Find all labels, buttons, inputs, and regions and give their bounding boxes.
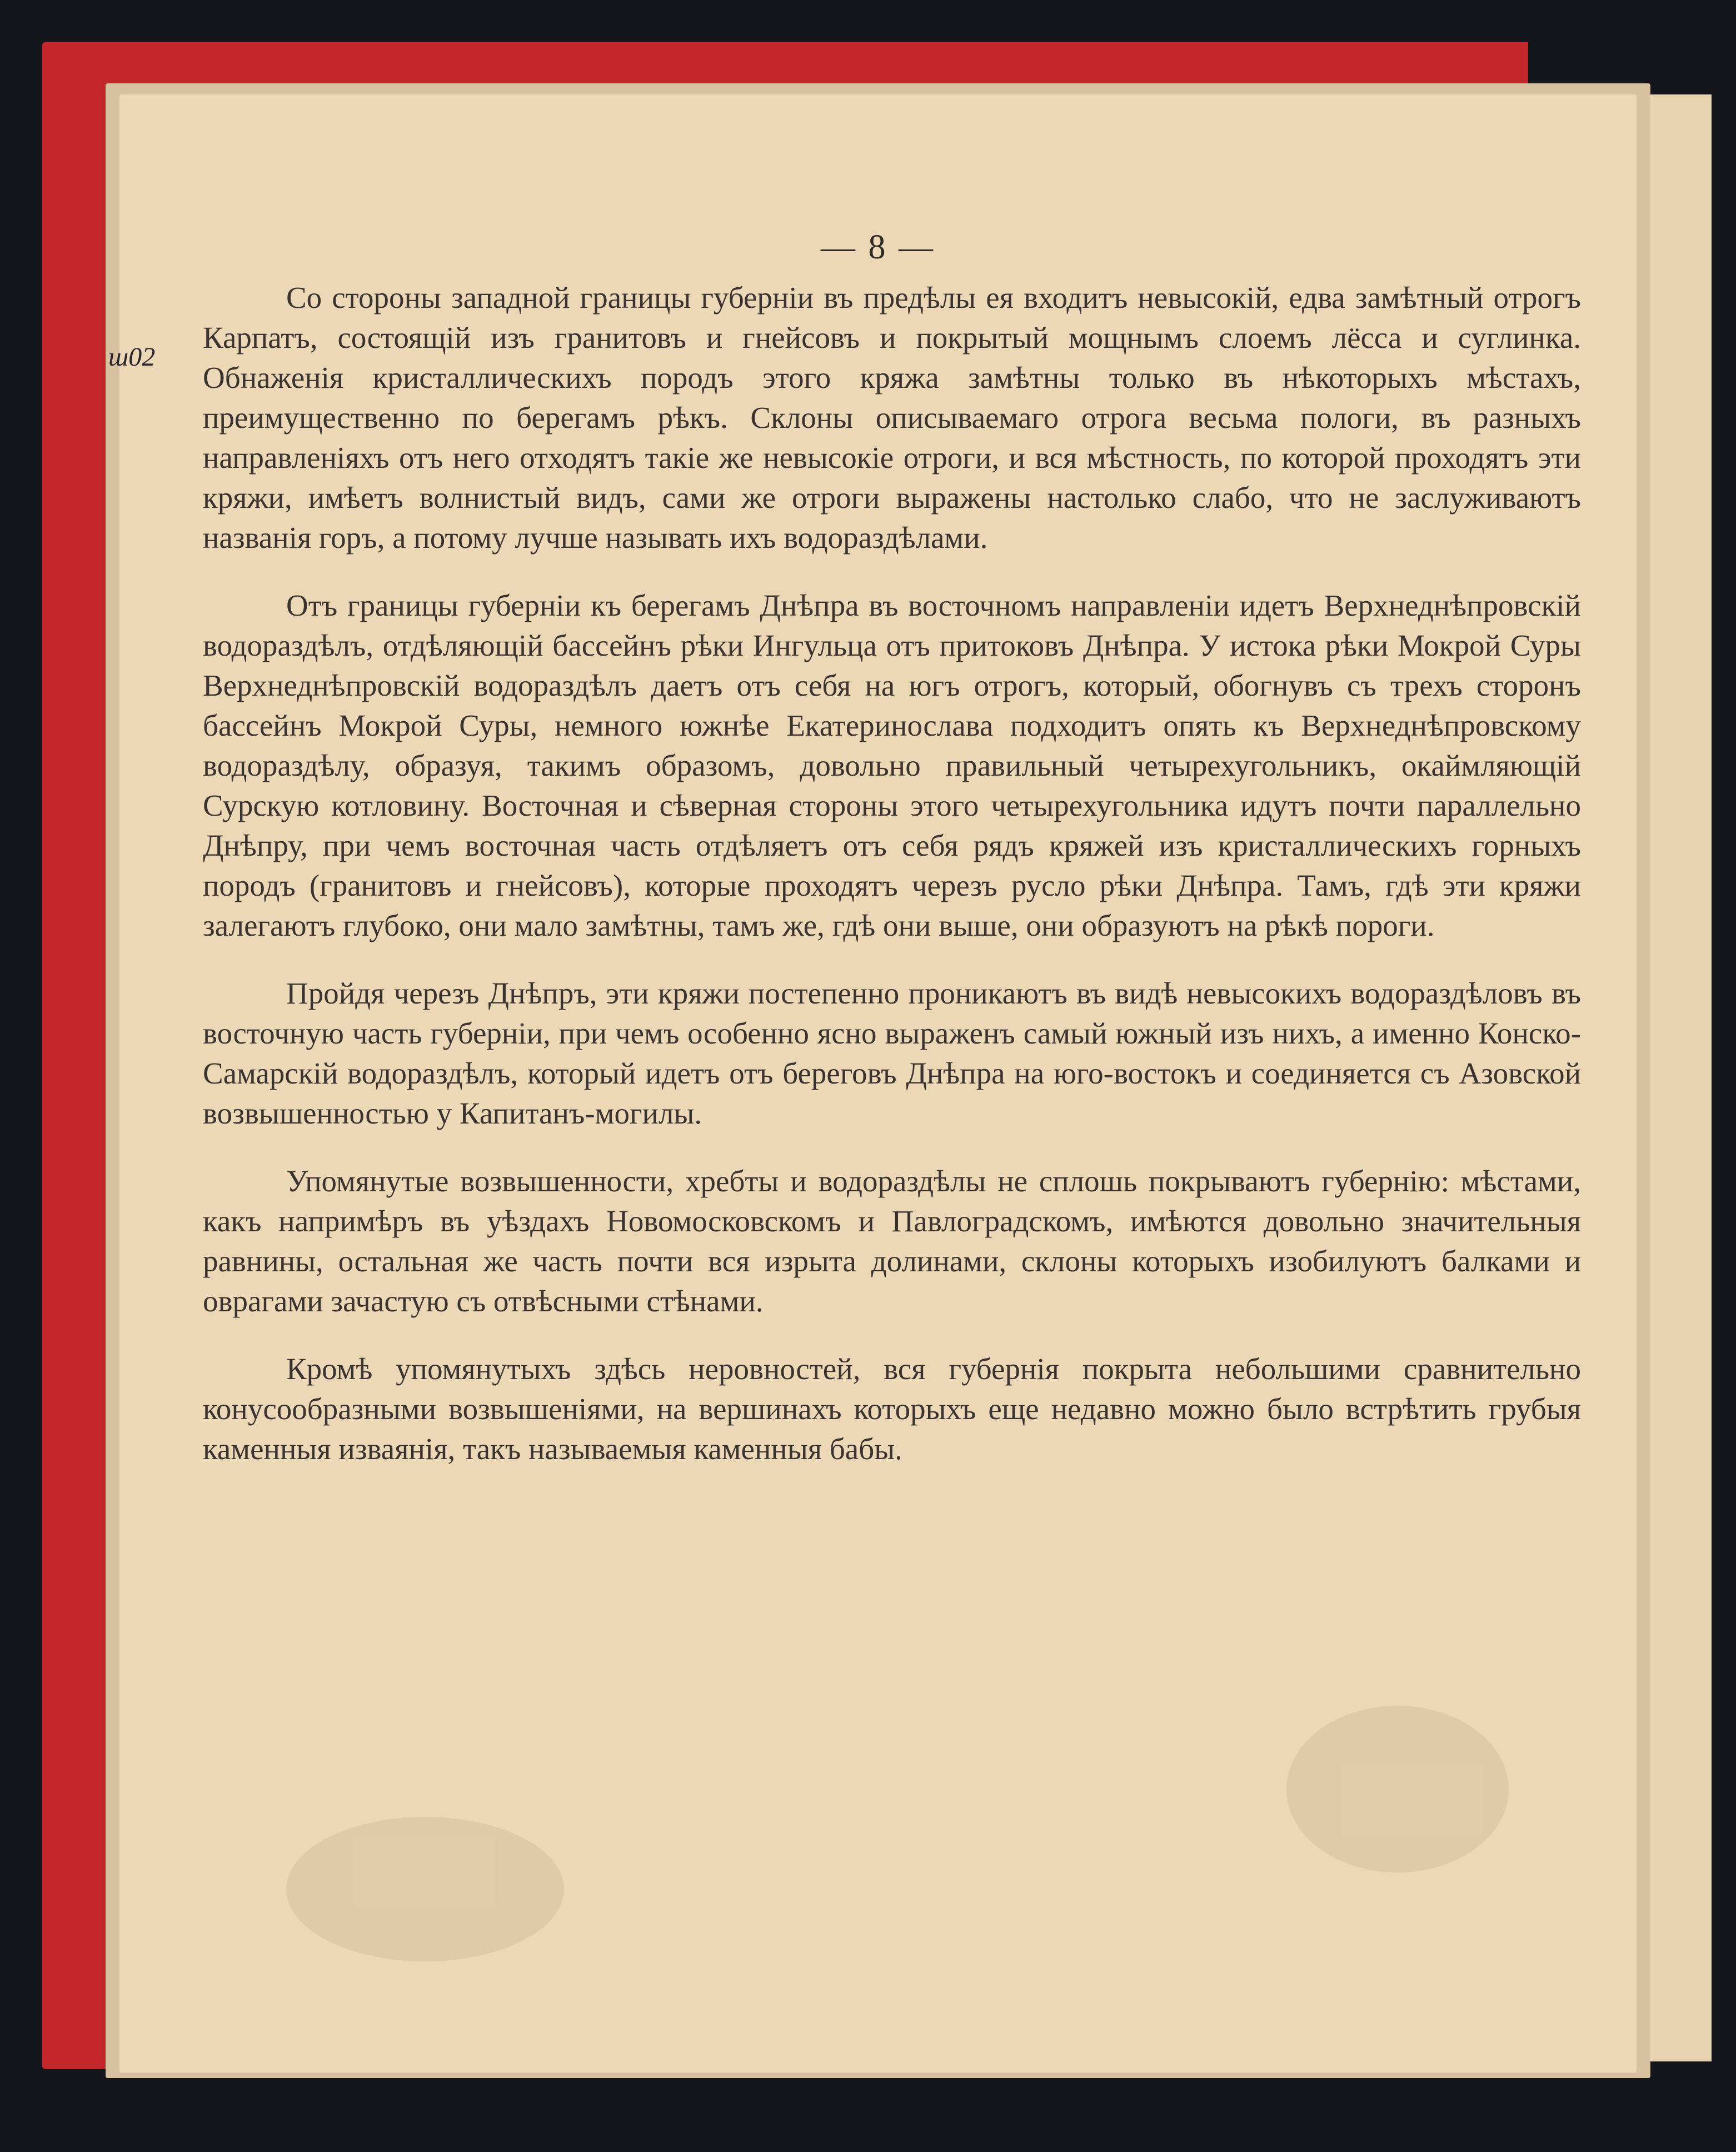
- paragraph-2: Отъ границы губерніи къ берегамъ Днѣпра въ восточномъ направленіи идетъ Верхнеднѣпровскій водораздѣлъ, отдѣляющій бассейнъ рѣки Ингульца отъ притоковъ Днѣпра. У истока рѣки Мокрой Суры Верхнеднѣпровскій водораздѣлъ даетъ отъ себя на югъ отрогъ, который, обогнувъ съ трехъ сторонъ бассейнъ Мокрой Суры, немного южнѣе Екатеринослава подходитъ опять къ Верхнеднѣпровскому водораздѣлу, образуя, такимъ образомъ, довольно правильный четырехугольникъ, окаймляющій Сурскую котловину. Восточная и сѣверная стороны этого четырехугольника идутъ почти параллельно Днѣпру, при чемъ восточная часть отдѣляетъ отъ себя рядъ кряжей изъ кристаллическихъ горныхъ породъ (гранитовъ и гнейсовъ), которые проходятъ черезъ русло рѣки Днѣпра. Тамъ, гдѣ эти кряжи залегаютъ глубоко, они мало замѣтны, тамъ же, гдѣ они выше, они образуютъ на рѣкѣ пороги.: [203, 588, 1581, 942]
- paper-stain: [286, 1817, 564, 1961]
- handwritten-margin-note: ш02: [108, 342, 156, 372]
- paragraph-3: Пройдя черезъ Днѣпръ, эти кряжи постепенно проникаютъ въ видѣ невысокихъ водораздѣловъ въ восточную часть губерніи, при чемъ особенно ясно выраженъ самый южный изъ нихъ, а именно Конско-Самарскій водораздѣлъ, который идетъ отъ береговъ Днѣпра на юго-востокъ и соединяется съ Азовской возвышенностью у Капитанъ-могилы.: [203, 976, 1581, 1130]
- paragraph-5: Кромѣ упомянутыхъ здѣсь неровностей, вся губернія покрыта небольшими сравнительно конусообразными возвышеніями, на вершинахъ которыхъ еще недавно можно было встрѣтить грубыя каменныя изваянія, такъ называемыя каменныя бабы.: [203, 1352, 1581, 1466]
- paper-stain: [1286, 1706, 1509, 1873]
- page-number: — 8 —: [821, 228, 935, 266]
- page-body-text: [203, 278, 1581, 1497]
- paragraph-4: Упомянутые возвышенности, хребты и водораздѣлы не сплошь покрываютъ губернію: мѣстами, какъ напримѣръ въ уѣздахъ Новомосковскомъ и Павлоградскомъ, имѣются довольно значительныя равнины, остальная же часть почти вся изрыта долинами, склоны которыхъ изобилуютъ балками и оврагами зачастую съ отвѣсными стѣнами.: [203, 1164, 1581, 1318]
- paragraph-1: Со стороны западной границы губерніи въ предѣлы ея входитъ невысокій, едва замѣтный отрогъ Карпатъ, состоящій изъ гранитовъ и гнейсовъ и покрытый мощнымъ слоемъ лёсса и суглинка. Обнаженія кристаллическихъ породъ этого кряжа замѣтны только въ нѣкоторыхъ мѣстахъ, преимущественно по берегамъ рѣкъ. Склоны описываемаго отрога весьма пологи, въ разныхъ направленіяхъ отъ него отходятъ такіе же невысокіе отроги, и вся мѣстность, по которой проходятъ эти кряжи, имѣетъ волнистый видъ, сами же отроги выражены настолько слабо, что не заслуживаютъ названія горъ, а потому лучше называть ихъ водораздѣлами.: [203, 281, 1581, 555]
- book-page: [119, 94, 1637, 2073]
